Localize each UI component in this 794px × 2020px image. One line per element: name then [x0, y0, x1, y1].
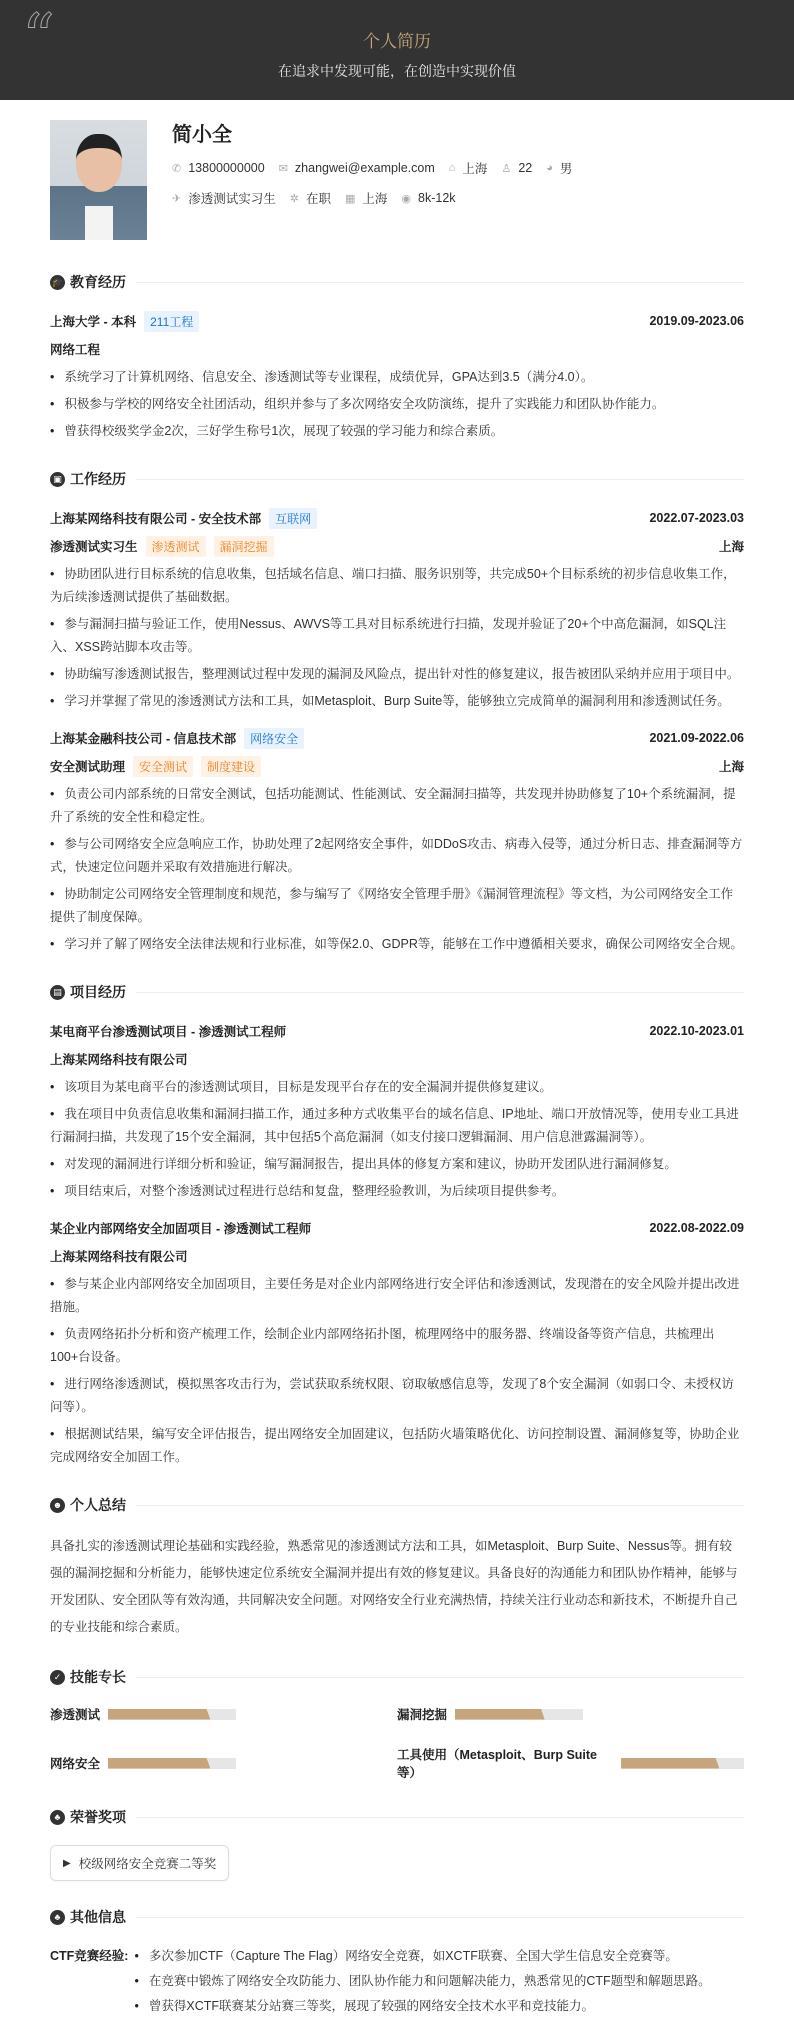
- list-item: • 对发现的漏洞进行详细分析和验证，编写漏洞报告，提出具体的修复方案和建议，协助开发团队进行漏洞修复。: [50, 1153, 744, 1176]
- section-title: 其他信息: [70, 1909, 126, 1925]
- award-item: [50, 1845, 229, 1881]
- project-company: 上海某网络科技有限公司: [50, 1053, 188, 1067]
- user-icon: ☻: [50, 1498, 65, 1513]
- list-item: • 系统学习了计算机网络、信息安全、渗透测试等专业课程，成绩优异，GPA达到3.5（满分4.0）。: [50, 366, 744, 389]
- other-info: [50, 1945, 744, 2020]
- award-icon: ♣: [50, 1810, 65, 1825]
- school: 上海大学 - 本科: [50, 315, 137, 329]
- status-icon: ✲: [289, 192, 299, 205]
- list-item: • 多次参加CTF（Capture The Flag）网络安全竞赛，如XCTF联赛、全国大学生信息安全竞赛等。: [134, 1945, 710, 1968]
- section-other: [50, 1907, 744, 1927]
- skill-bar: [108, 1709, 236, 1720]
- email: zhangwei@example.com: [294, 161, 435, 175]
- skill-item: [397, 1745, 744, 1781]
- other-label: CTF竞赛经验:: [50, 1949, 129, 1963]
- company: 上海某金融科技公司 - 信息技术部: [50, 732, 237, 746]
- position-icon: ✈: [172, 192, 182, 205]
- status: 在职: [305, 192, 331, 206]
- date: 2022.10-2023.01: [649, 1024, 744, 1038]
- project-title: 某企业内部网络安全加固项目 - 渗透测试工程师: [50, 1222, 312, 1236]
- list-item: • 学习并了解了网络安全法律法规和行业标准，如等保2.0、GDPR等，能够在工作中遵循相关要求，确保公司网络安全合规。: [50, 933, 744, 956]
- graduation-icon: 🎓: [50, 275, 65, 290]
- skill-bar: [108, 1758, 236, 1769]
- project-icon: ▤: [50, 985, 65, 1000]
- page-subtitle: 在追求中发现可能，在创造中实现价值: [278, 63, 516, 79]
- education-item: [50, 310, 744, 443]
- phone: 13800000000: [188, 161, 265, 175]
- skill-item: [397, 1705, 744, 1723]
- role: 安全测试助理: [50, 760, 126, 774]
- page-title: 个人简历: [363, 32, 431, 51]
- list-item: • 项目结束后，对整个渗透测试过程进行总结和复盘，整理经验教训，为后续项目提供参考。: [50, 1180, 744, 1203]
- section-title: 荣誉奖项: [70, 1809, 126, 1825]
- skill-tag: 制度建设: [201, 756, 261, 777]
- list-item: • 在竞赛中锻炼了网络安全攻防能力、团队协作能力和问题解决能力，熟悉常见的CTF题型和解题思路。: [134, 1970, 710, 1993]
- skill-fill: [108, 1709, 210, 1720]
- project-item: [50, 1020, 744, 1203]
- list-item: • 根据测试结果，编写安全评估报告，提出网络安全加固建议，包括防火墙策略优化、访问控制设置、漏洞修复等，协助企业完成网络安全加固工作。: [50, 1423, 744, 1469]
- city: 上海: [718, 760, 744, 774]
- section-skills: [50, 1667, 744, 1687]
- date: 2021.09-2022.06: [649, 731, 744, 745]
- thumbs-up-icon: ✓: [50, 1670, 65, 1685]
- role: 渗透测试实习生: [50, 540, 138, 554]
- salary-icon: ◉: [401, 192, 411, 205]
- list-item: • 该项目为某电商平台的渗透测试项目，目标是发现平台存在的安全漏洞并提供修复建议。: [50, 1076, 744, 1099]
- position: 渗透测试实习生: [188, 192, 276, 206]
- section-title: 工作经历: [70, 471, 126, 487]
- skill-name: 渗透测试: [50, 1708, 101, 1722]
- list-item: • 进行网络渗透测试，模拟黑客攻击行为，尝试获取系统权限、窃取敏感信息等，发现了8个安全漏洞（如弱口令、未授权访问等）。: [50, 1373, 744, 1419]
- project-company: 上海某网络科技有限公司: [50, 1250, 188, 1264]
- section-work: [50, 469, 744, 489]
- location: 上海: [462, 162, 488, 176]
- skill-name: 网络安全: [50, 1757, 101, 1771]
- date: 2022.07-2023.03: [649, 511, 744, 525]
- gender: 男: [559, 162, 573, 176]
- skill-fill: [108, 1758, 210, 1769]
- skill-tag: 漏洞挖掘: [214, 536, 274, 557]
- list-item: • 学习并掌握了常见的渗透测试方法和工具，如Metasploit、Burp Suite等，能够独立完成简单的漏洞利用和渗透测试任务。: [50, 690, 744, 713]
- list-item: • 协助制定公司网络安全管理制度和规范，参与编写了《网络安全管理手册》《漏洞管理流程》等文档，为公司网络安全工作提供了制度保障。: [50, 883, 744, 929]
- salary: 8k-12k: [418, 191, 456, 205]
- info-icon: ♣: [50, 1910, 65, 1925]
- industry-tag: 互联网: [269, 508, 317, 529]
- section-title: 教育经历: [70, 274, 126, 290]
- skill-name: 工具使用（Metasploit、Burp Suite等）: [397, 1748, 598, 1780]
- briefcase-icon: ▣: [50, 472, 65, 487]
- list-item: • 负责公司内部系统的日常安全测试，包括功能测试、性能测试、安全漏洞扫描等，共发现并协助修复了10+个系统漏洞，提升了系统的安全性和稳定性。: [50, 783, 744, 829]
- city-icon: ▦: [344, 192, 356, 205]
- phone-icon: ✆: [172, 162, 182, 175]
- list-item: • 参与某企业内部网络安全加固项目，主要任务是对企业内部网络进行安全评估和渗透测试，发现潜在的安全风险并提出改进措施。: [50, 1273, 744, 1319]
- header-banner: [0, 0, 794, 100]
- skill-bar: [455, 1709, 583, 1720]
- candidate-name: 简小全: [172, 124, 232, 146]
- gender-icon: ◕: [546, 162, 553, 174]
- list-item: • 协助编写渗透测试报告，整理测试过程中发现的漏洞及风险点，提出针对性的修复建议，报告被团队采纳并应用于项目中。: [50, 663, 744, 686]
- quote-icon: “: [22, 1, 55, 75]
- list-item: • 积极参与学校的网络安全社团活动，组织并参与了多次网络安全攻防演练，提升了实践能力和团队协作能力。: [50, 393, 744, 416]
- skill-item: [50, 1705, 397, 1723]
- section-education: [50, 272, 744, 292]
- skill-name: 漏洞挖掘: [397, 1708, 448, 1722]
- section-awards: [50, 1807, 744, 1827]
- major: 网络工程: [50, 343, 101, 357]
- list-item: • 我在项目中负责信息收集和漏洞扫描工作，通过多种方式收集平台的域名信息、IP地址、端口开放情况等，使用专业工具进行漏洞扫描，共发现了15个安全漏洞，其中包括5个高危漏洞（如支付接口逻辑漏洞、用户信息泄露漏洞等）。: [50, 1103, 744, 1149]
- section-title: 项目经历: [70, 984, 126, 1000]
- skill-tag: 安全测试: [133, 756, 193, 777]
- company: 上海某网络科技有限公司 - 安全技术部: [50, 512, 262, 526]
- work-item: [50, 507, 744, 713]
- section-projects: [50, 982, 744, 1002]
- work-item: [50, 727, 744, 956]
- skill-fill: [455, 1709, 545, 1720]
- list-item: • 负责网络拓扑分析和资产梳理工作，绘制企业内部网络拓扑图，梳理网络中的服务器、终端设备等资产信息，共梳理出100+台设备。: [50, 1323, 744, 1369]
- section-summary: [50, 1495, 744, 1515]
- summary-text: 具备扎实的渗透测试理论基础和实践经验，熟悉常见的渗透测试方法和工具，如Metasploit、Burp Suite、Nessus等。拥有较强的漏洞挖掘和分析能力，能够快速定位系统安全漏洞并提出有效的修复建议。具备良好的沟通能力和团队协作精神，能够与开发团队、安全团队等有效沟通，共同解决安全问题。对网络安全行业充满热情，持续关注行业动态和新技术，不断提升自己的专业技能和综合素质。: [50, 1539, 738, 1634]
- list-item: • 曾获得校级奖学金2次，三好学生称号1次，展现了较强的学习能力和综合素质。: [50, 420, 744, 443]
- home-icon: ⌂: [448, 162, 456, 174]
- school-tag: 211工程: [144, 311, 199, 332]
- section-title: 技能专长: [70, 1669, 126, 1685]
- skill-tag: 渗透测试: [146, 536, 206, 557]
- date: 2022.08-2022.09: [649, 1221, 744, 1235]
- project-item: [50, 1217, 744, 1469]
- industry-tag: 网络安全: [244, 728, 304, 749]
- project-title: 某电商平台渗透测试项目 - 渗透测试工程师: [50, 1025, 287, 1039]
- list-item: • 曾获得XCTF联赛某分站赛三等奖，展现了较强的网络安全技术水平和竞技能力。: [134, 1995, 710, 2018]
- age-icon: ♙: [501, 162, 512, 175]
- profile: [50, 100, 744, 240]
- city: 上海: [362, 192, 388, 206]
- skill-bar: [621, 1758, 744, 1769]
- list-item: • 协助团队进行目标系统的信息收集，包括域名信息、端口扫描、服务识别等，共完成50+个目标系统的初步信息收集工作，为后续渗透测试提供了基础数据。: [50, 563, 744, 609]
- age: 22: [518, 161, 533, 175]
- skills-grid: [50, 1705, 744, 1781]
- section-title: 个人总结: [70, 1497, 126, 1513]
- city: 上海: [718, 540, 744, 554]
- award-name: 校级网络安全竞赛二等奖: [78, 1857, 217, 1871]
- skill-item: [50, 1745, 397, 1781]
- date: 2019.09-2023.06: [649, 314, 744, 328]
- triangle-right-icon: ▶: [63, 1857, 71, 1869]
- avatar: [50, 120, 147, 240]
- list-item: • 参与公司网络安全应急响应工作，协助处理了2起网络安全事件，如DDoS攻击、病毒入侵等，通过分析日志、排查漏洞等方式，快速定位问题并采取有效措施进行解决。: [50, 833, 744, 879]
- skill-fill: [621, 1758, 719, 1769]
- mail-icon: ✉: [278, 162, 288, 175]
- list-item: • 参与漏洞扫描与验证工作，使用Nessus、AWVS等工具对目标系统进行扫描，发现并验证了20+个中高危漏洞，如SQL注入、XSS跨站脚本攻击等。: [50, 613, 744, 659]
